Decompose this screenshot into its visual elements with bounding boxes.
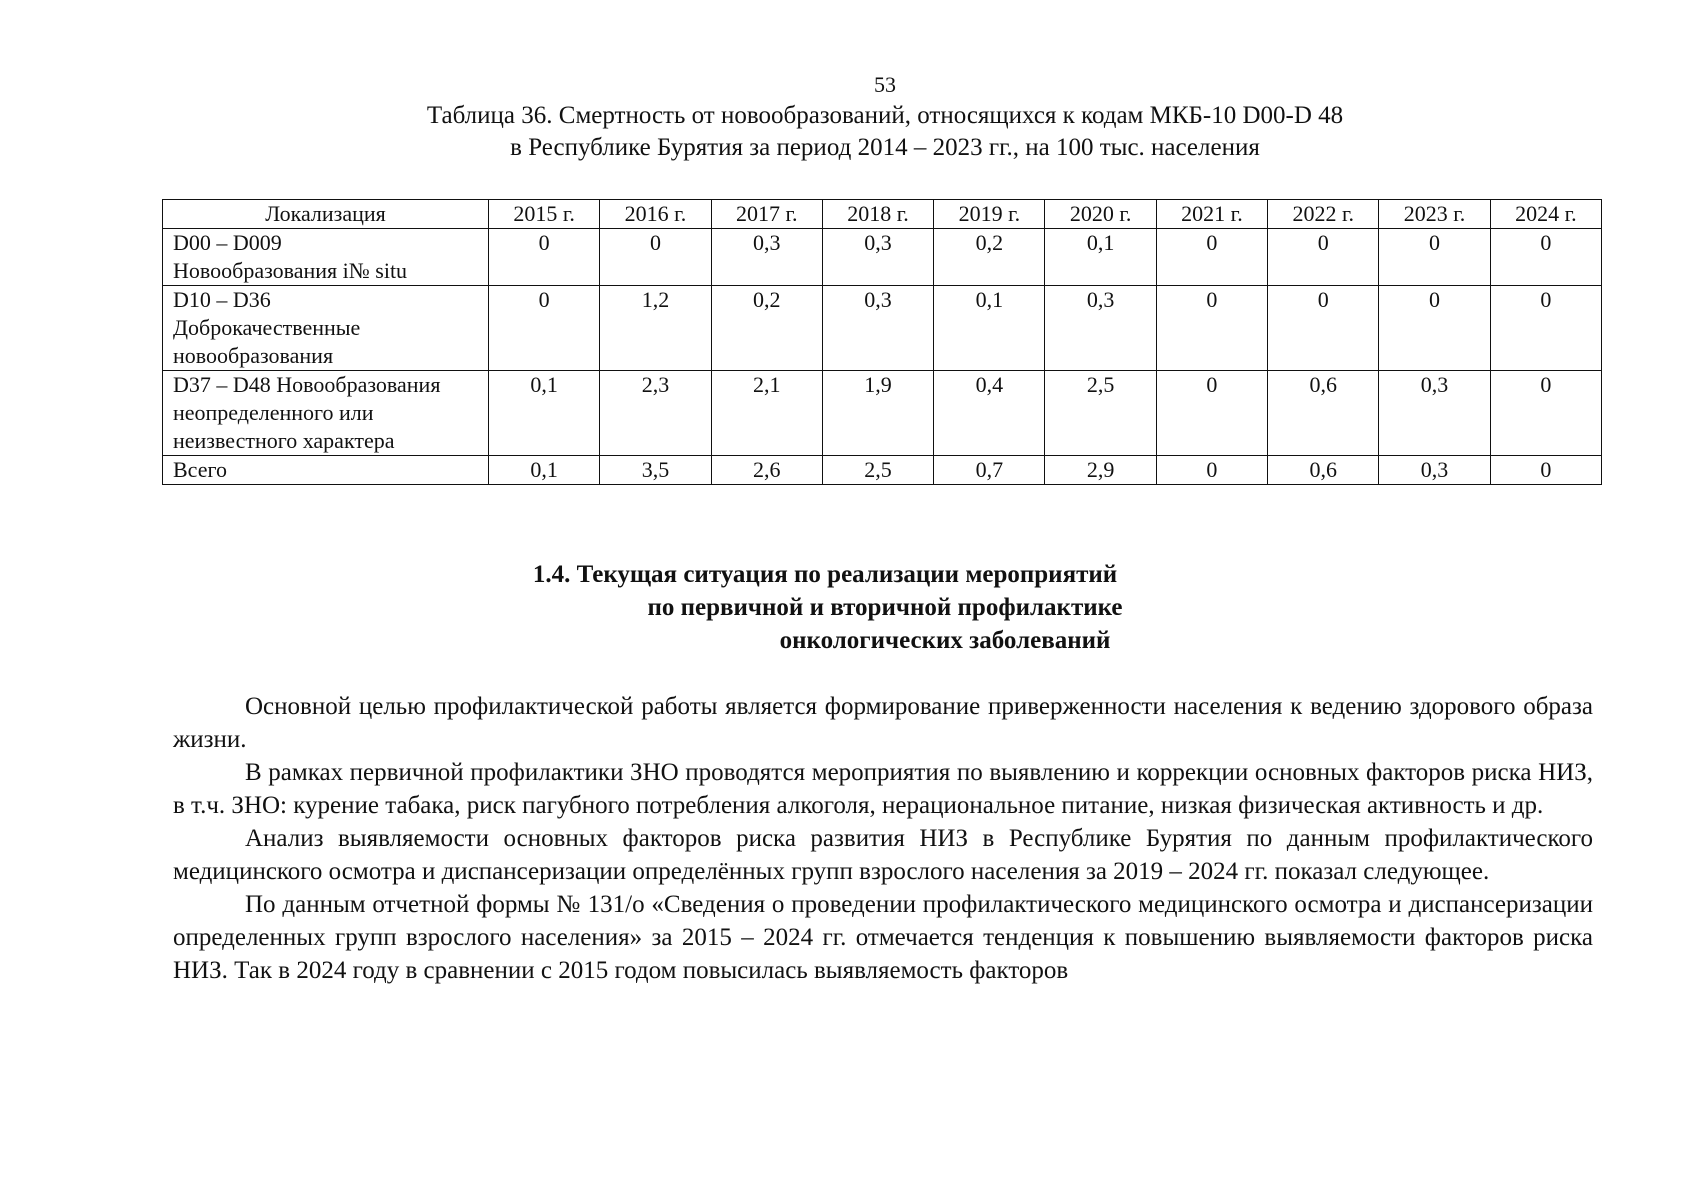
table-cell: 0,1 — [934, 286, 1045, 371]
row-label-line: Доброкачественные — [173, 315, 361, 340]
table-cell: 0,2 — [934, 229, 1045, 286]
header-year: 2016 г. — [600, 200, 711, 229]
table-cell: 2,1 — [711, 371, 822, 456]
section-heading-line-1: 1.4. Текущая ситуация по реализации мероприятий — [532, 561, 1118, 588]
table-cell: 2,9 — [1045, 456, 1156, 485]
table-cell: 0 — [1490, 286, 1601, 371]
section-heading — [0, 558, 1698, 657]
table-row — [163, 371, 1602, 456]
header-year: 2021 г. — [1156, 200, 1267, 229]
table-cell: 0,3 — [822, 286, 933, 371]
table-row — [163, 229, 1602, 286]
page-number: 53 — [874, 72, 896, 97]
section-heading-line-3: онкологических заболеваний — [779, 627, 1111, 654]
table-cell: 0,7 — [934, 456, 1045, 485]
body-text — [173, 690, 1593, 987]
table-cell: 0 — [1156, 286, 1267, 371]
table-cell: 0,6 — [1268, 456, 1379, 485]
header-year: 2023 г. — [1379, 200, 1490, 229]
table-caption-line-2: в Республике Бурятия за период 2014 – 2023 гг., на 100 тыс. населения — [510, 134, 1260, 161]
row-label — [163, 229, 489, 286]
table-caption — [0, 100, 1698, 164]
paragraph: По данным отчетной формы № 131/о «Сведения о проведении профилактического медицинского осмотра и диспансеризации определенных групп взрослого населения» за 2015 – 2024 гг. отмечается тенденция к повышению выявляемости факторов риска НИЗ. Так в 2024 году в сравнении с 2015 годом повысилась выявляемость факторов — [173, 891, 1593, 984]
table-cell: 0 — [1268, 229, 1379, 286]
paragraph: Основной целью профилактической работы является формирование приверженности населения к ведению здорового образа жизни. — [173, 693, 1593, 753]
table-row — [163, 286, 1602, 371]
mortality-table — [162, 199, 1602, 485]
table-cell: 0 — [1156, 371, 1267, 456]
table-cell: 1,2 — [600, 286, 711, 371]
row-label-line: Всего — [173, 457, 227, 482]
table-cell: 0 — [1490, 456, 1601, 485]
table-cell: 0,2 — [711, 286, 822, 371]
table-caption-line-1: Таблица 36. Смертность от новообразований, относящихся к кодам МКБ-10 D00-D 48 — [426, 102, 1344, 129]
header-year: 2024 г. — [1490, 200, 1601, 229]
row-label-line: D10 – D36 — [173, 287, 271, 312]
row-label-line: D00 – D009 — [173, 230, 282, 255]
row-label-line: неопределенного или — [173, 400, 374, 425]
paragraph: В рамках первичной профилактики ЗНО проводятся мероприятия по выявлению и коррекции основных факторов риска НИЗ, в т.ч. ЗНО: курение табака, риск пагубного потребления алкоголя, нерациональное питание, низкая физическая активность и др. — [173, 759, 1593, 819]
table-cell: 0,3 — [1045, 286, 1156, 371]
header-year: 2019 г. — [934, 200, 1045, 229]
paragraph: Анализ выявляемости основных факторов риска развития НИЗ в Республике Бурятия по данным профилактического медицинского осмотра и диспансеризации определённых групп взрослого населения за 2019 – 2024 гг. показал следующее. — [173, 825, 1593, 885]
table-cell: 0,6 — [1268, 371, 1379, 456]
table-cell: 0,3 — [711, 229, 822, 286]
table-cell: 0 — [1490, 371, 1601, 456]
row-label — [163, 371, 489, 456]
table-cell: 1,9 — [822, 371, 933, 456]
header-localization: Локализация — [163, 200, 489, 229]
table-cell: 0 — [489, 229, 600, 286]
table-cell: 0,3 — [1379, 371, 1490, 456]
table-cell: 0 — [489, 286, 600, 371]
header-year: 2020 г. — [1045, 200, 1156, 229]
table-header-row — [163, 200, 1602, 229]
section-heading-line-2: по первичной и вторичной профилактике — [647, 594, 1123, 621]
header-year: 2015 г. — [489, 200, 600, 229]
table-cell: 0 — [1156, 456, 1267, 485]
table-cell: 2,5 — [822, 456, 933, 485]
table-cell: 0 — [1268, 286, 1379, 371]
table-cell: 0,1 — [1045, 229, 1156, 286]
header-year: 2018 г. — [822, 200, 933, 229]
table-cell: 0 — [1490, 229, 1601, 286]
table-cell: 0 — [1379, 229, 1490, 286]
row-label-line: D37 – D48 Новообразования — [173, 372, 441, 397]
table-cell: 0,1 — [489, 371, 600, 456]
row-label — [163, 456, 489, 485]
row-label-line: Новообразования i№ situ — [173, 258, 408, 283]
row-label-line: новообразования — [173, 343, 334, 368]
table-cell: 0,1 — [489, 456, 600, 485]
table-cell: 2,3 — [600, 371, 711, 456]
table-cell: 0 — [1379, 286, 1490, 371]
header-year: 2022 г. — [1268, 200, 1379, 229]
table-cell: 0 — [1156, 229, 1267, 286]
table-row-total — [163, 456, 1602, 485]
table-cell: 0 — [600, 229, 711, 286]
table-cell: 2,6 — [711, 456, 822, 485]
header-year: 2017 г. — [711, 200, 822, 229]
table-cell: 0,4 — [934, 371, 1045, 456]
table-cell: 0,3 — [1379, 456, 1490, 485]
table-cell: 3,5 — [600, 456, 711, 485]
table-cell: 2,5 — [1045, 371, 1156, 456]
row-label-line: неизвестного характера — [173, 428, 395, 453]
row-label — [163, 286, 489, 371]
table-cell: 0,3 — [822, 229, 933, 286]
